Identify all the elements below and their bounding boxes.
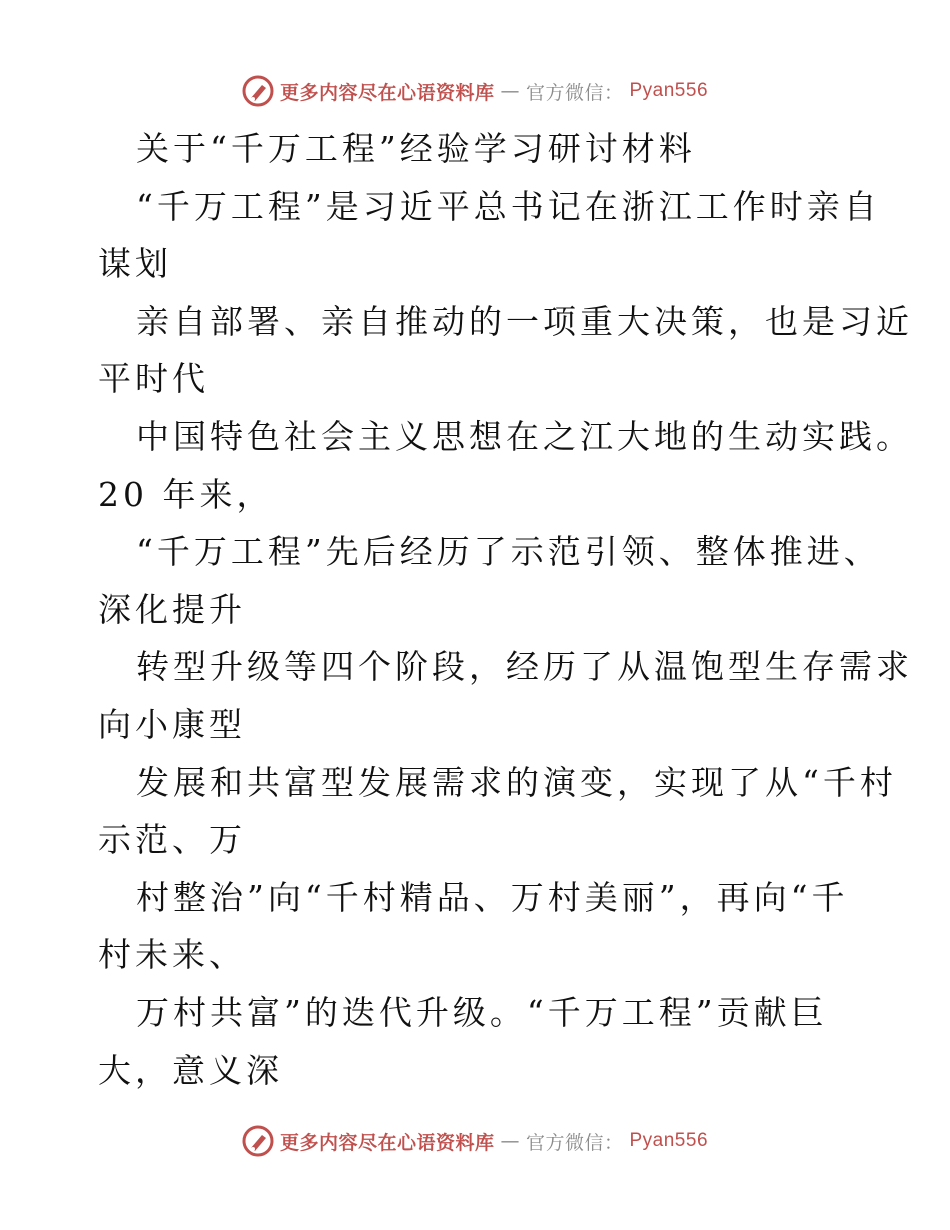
paragraph-line: 转型升级等四个阶段，经历了从温饱型生存需求 xyxy=(136,647,913,687)
banner-wechat-label: 官方微信： xyxy=(525,81,624,104)
banner-brand-text: 更多内容尽在心语资料库 xyxy=(279,1131,495,1154)
pen-circle-icon xyxy=(242,1125,274,1157)
paragraph-line: 万村共富”的迭代升级。“千万工程”贡献巨 xyxy=(136,992,828,1032)
pen-circle-icon xyxy=(242,75,274,107)
document-title: 关于“千万工程”经验学习研讨材料 xyxy=(136,129,696,168)
banner-wechat-label: 官方微信： xyxy=(525,1131,624,1154)
paragraph-line: 村整治”向“千村精品、万村美丽”，再向“千 xyxy=(136,877,849,917)
header-banner xyxy=(0,74,950,108)
banner-brand-text: 更多内容尽在心语资料库 xyxy=(279,81,495,104)
paragraph-line: 中国特色社会主义思想在之江大地的生动实践。 xyxy=(136,416,913,456)
footer-banner xyxy=(0,1124,950,1158)
paragraph-line: “千万工程”是习近平总书记在浙江工作时亲自 xyxy=(136,186,881,226)
paragraph-line: 平时代 xyxy=(98,359,209,399)
banner-wechat-id: Pyan556 xyxy=(629,80,709,101)
paragraph-line: 示范、万 xyxy=(98,820,246,860)
paragraph-line: “千万工程”先后经历了示范引领、整体推进、 xyxy=(136,532,881,572)
banner-separator: — xyxy=(500,80,520,102)
banner-separator: — xyxy=(500,1130,520,1152)
paragraph-line: 村未来、 xyxy=(98,935,246,975)
paragraph-line: 20 年来， xyxy=(98,474,274,514)
paragraph-line: 亲自部署、亲自推动的一项重大决策，也是习近 xyxy=(136,301,913,341)
banner-wechat-id: Pyan556 xyxy=(629,1130,709,1151)
paragraph-line: 发展和共富型发展需求的演变，实现了从“千村 xyxy=(136,762,897,802)
paragraph-line: 向小康型 xyxy=(98,704,246,744)
paragraph-line: 深化提升 xyxy=(98,589,246,629)
paragraph-line: 大，意义深 xyxy=(98,1050,283,1090)
document-body xyxy=(98,120,913,1099)
paragraph-line: 谋划 xyxy=(98,244,172,284)
